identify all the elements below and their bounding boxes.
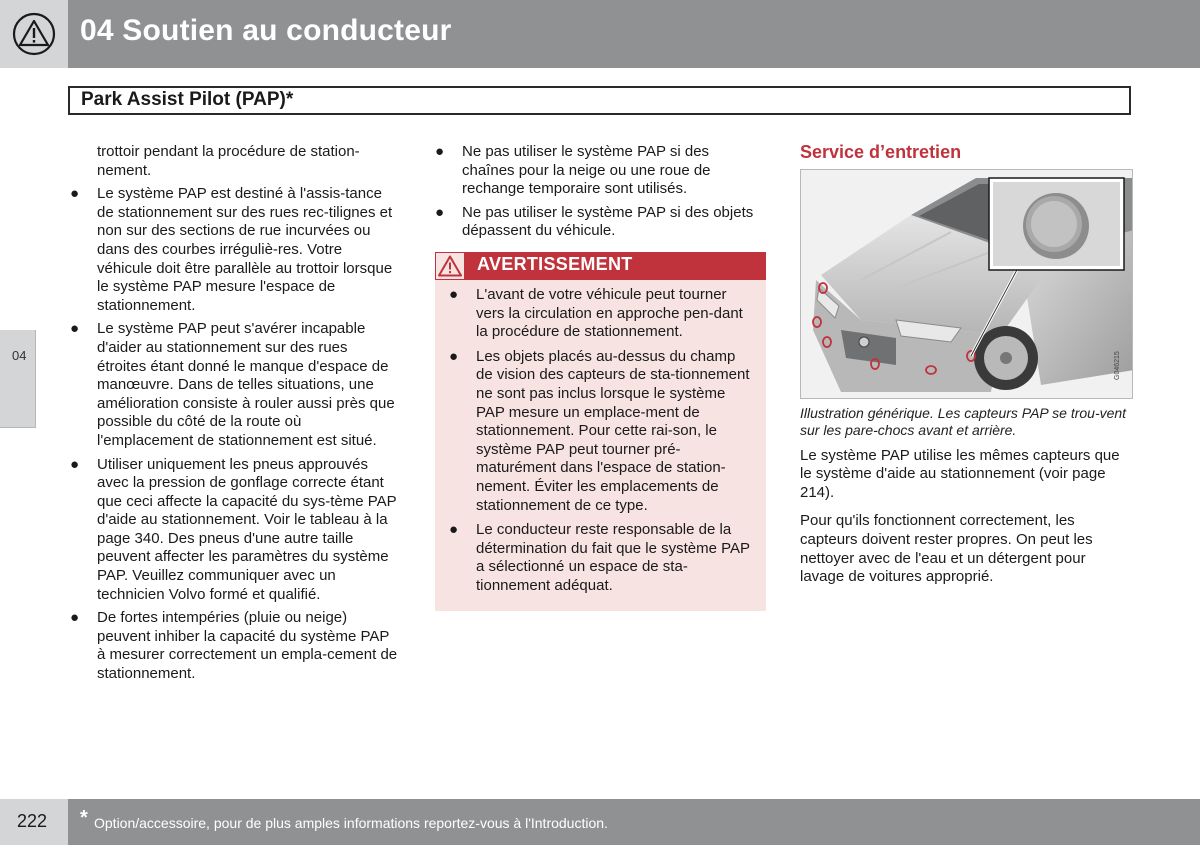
warning-title-bar xyxy=(465,252,766,280)
warning-title: AVERTISSEMENT xyxy=(477,253,633,274)
section-title: Park Assist Pilot (PAP)* xyxy=(81,89,294,110)
list-item-text: De fortes intempéries (pluie ou neige) peuvent inhiber la capacité du système PAP à mesurer correctement un empla-cement de stationnement. xyxy=(97,609,398,683)
list-item-text: Ne pas utiliser le système PAP si des objets dépassent du véhicule. xyxy=(462,203,754,240)
bullet-dot-icon: ● xyxy=(449,521,459,539)
list-item xyxy=(449,286,750,342)
bullet-dot-icon: ● xyxy=(435,203,445,221)
warning-triangle-icon xyxy=(438,255,462,277)
warning-triangle-circle-icon xyxy=(12,12,56,56)
bullet-dot-icon: ● xyxy=(70,609,80,627)
footnote-star: * xyxy=(80,807,88,829)
text-column-3 xyxy=(800,143,1132,597)
warning-body xyxy=(435,280,766,596)
list-item xyxy=(70,609,400,683)
list-item-text: Le système PAP peut s'avérer incapable d'aider au stationnement sur des rues étroites étant donné le manque d'espace de manœuvre. Dans de telles situations, une amélioration consiste à rouler aussi près que possible du côté de la route où l'emplacement de stationnement est situé. xyxy=(97,320,395,449)
chapter-side-tab[interactable] xyxy=(0,330,36,428)
bullet-dot-icon: ● xyxy=(435,143,445,160)
car-sensor-illustration xyxy=(800,169,1133,399)
paragraph: Le système PAP utilise les mêmes capteurs que le système d'aide au stationnement (voir page 214). xyxy=(800,446,1120,501)
text-column-1 xyxy=(70,143,400,689)
list-item xyxy=(449,521,750,595)
warning-header xyxy=(435,252,766,280)
list-item xyxy=(70,185,400,315)
bullet-dot-icon: ● xyxy=(70,185,80,203)
list-item-text: Utiliser uniquement les pneus approuvés avec la pression de gonflage correcte étant que ceci affecte la capacité du sys-tème PAP d'aide au stationnement. Voir le tableau à la page 340. Des pneus d'une autre taille peuvent affecter les paramètres du système PAP. Veuillez communiquer avec un technicien Volvo formé et qualifié. xyxy=(97,455,397,603)
list-item xyxy=(449,348,750,515)
bullet-dot-icon: ● xyxy=(449,347,459,365)
warning-box xyxy=(435,252,766,612)
list-item-text: Les objets placés au-dessus du champ de vision des capteurs de sta-tionnement ne sont pas inclus lorsque le système PAP mesure un emplace-ment de stationnement. Pour cette rai-son, le système PAP peut tourner pré-maturément dans l'espace de station-nement. Éviter les emplacements de stationnement de ce type. xyxy=(476,347,750,514)
page-number-box xyxy=(0,799,68,845)
figure-caption: Illustration générique. Les capteurs PAP se trou-vent sur les pare-chocs avant et arrière. xyxy=(800,404,1127,438)
list-item xyxy=(70,456,400,605)
bullet-dot-icon: ● xyxy=(70,455,80,473)
service-heading: Service d’entretien xyxy=(800,142,962,162)
list-item-text: Ne pas utiliser le système PAP si des chaînes pour la neige ou une roue de rechange temporaire sont utilisés. xyxy=(462,143,711,198)
page-number: 222 xyxy=(17,811,48,831)
bullet-dot-icon: ● xyxy=(449,285,459,303)
paragraph: Pour qu'ils fonctionnent correctement, les capteurs doivent rester propres. On peut les nettoyer avec de l'eau et un détergent pour lavage de voitures approprié. xyxy=(800,512,1093,586)
footer-band xyxy=(68,799,1200,845)
list-item xyxy=(435,204,765,241)
list-item-text: Le système PAP est destiné à l'assis-tance de stationnement sur des rues rec-tilignes et non sur des sections de rue incurvées ou dans des courbes irréguliè-res. Votre véhicule doit être parallèle au trottoir lorsque le système PAP mesure l'espace de stationnement. xyxy=(97,185,393,314)
list-item-text: L'avant de votre véhicule peut tourner vers la circulation en approche pen-dant la procédure de stationnement. xyxy=(476,285,743,341)
chapter-title: 04 Soutien au conducteur xyxy=(80,14,452,47)
chapter-icon-box xyxy=(0,0,68,68)
footnote-text: Option/accessoire, pour de plus amples informations reportez-vous à l'Introduction. xyxy=(94,815,608,831)
continued-bullet-text: trottoir pendant la procédure de station-nement. xyxy=(97,143,360,179)
list-item-text: Le conducteur reste responsable de la détermination du fait que le système PAP a sélectionné un espace de sta-tionnement adéquat. xyxy=(476,521,750,594)
list-item xyxy=(70,320,400,450)
figure-code: G046215 xyxy=(1114,350,1121,380)
bullet-dot-icon: ● xyxy=(70,320,80,338)
section-heading-box xyxy=(68,86,1131,115)
text-column-2 xyxy=(435,143,765,611)
side-tab-label: 04 xyxy=(12,348,27,363)
car-front-illustration xyxy=(801,170,1133,399)
list-item xyxy=(435,143,765,199)
warning-icon-cell xyxy=(435,252,465,280)
